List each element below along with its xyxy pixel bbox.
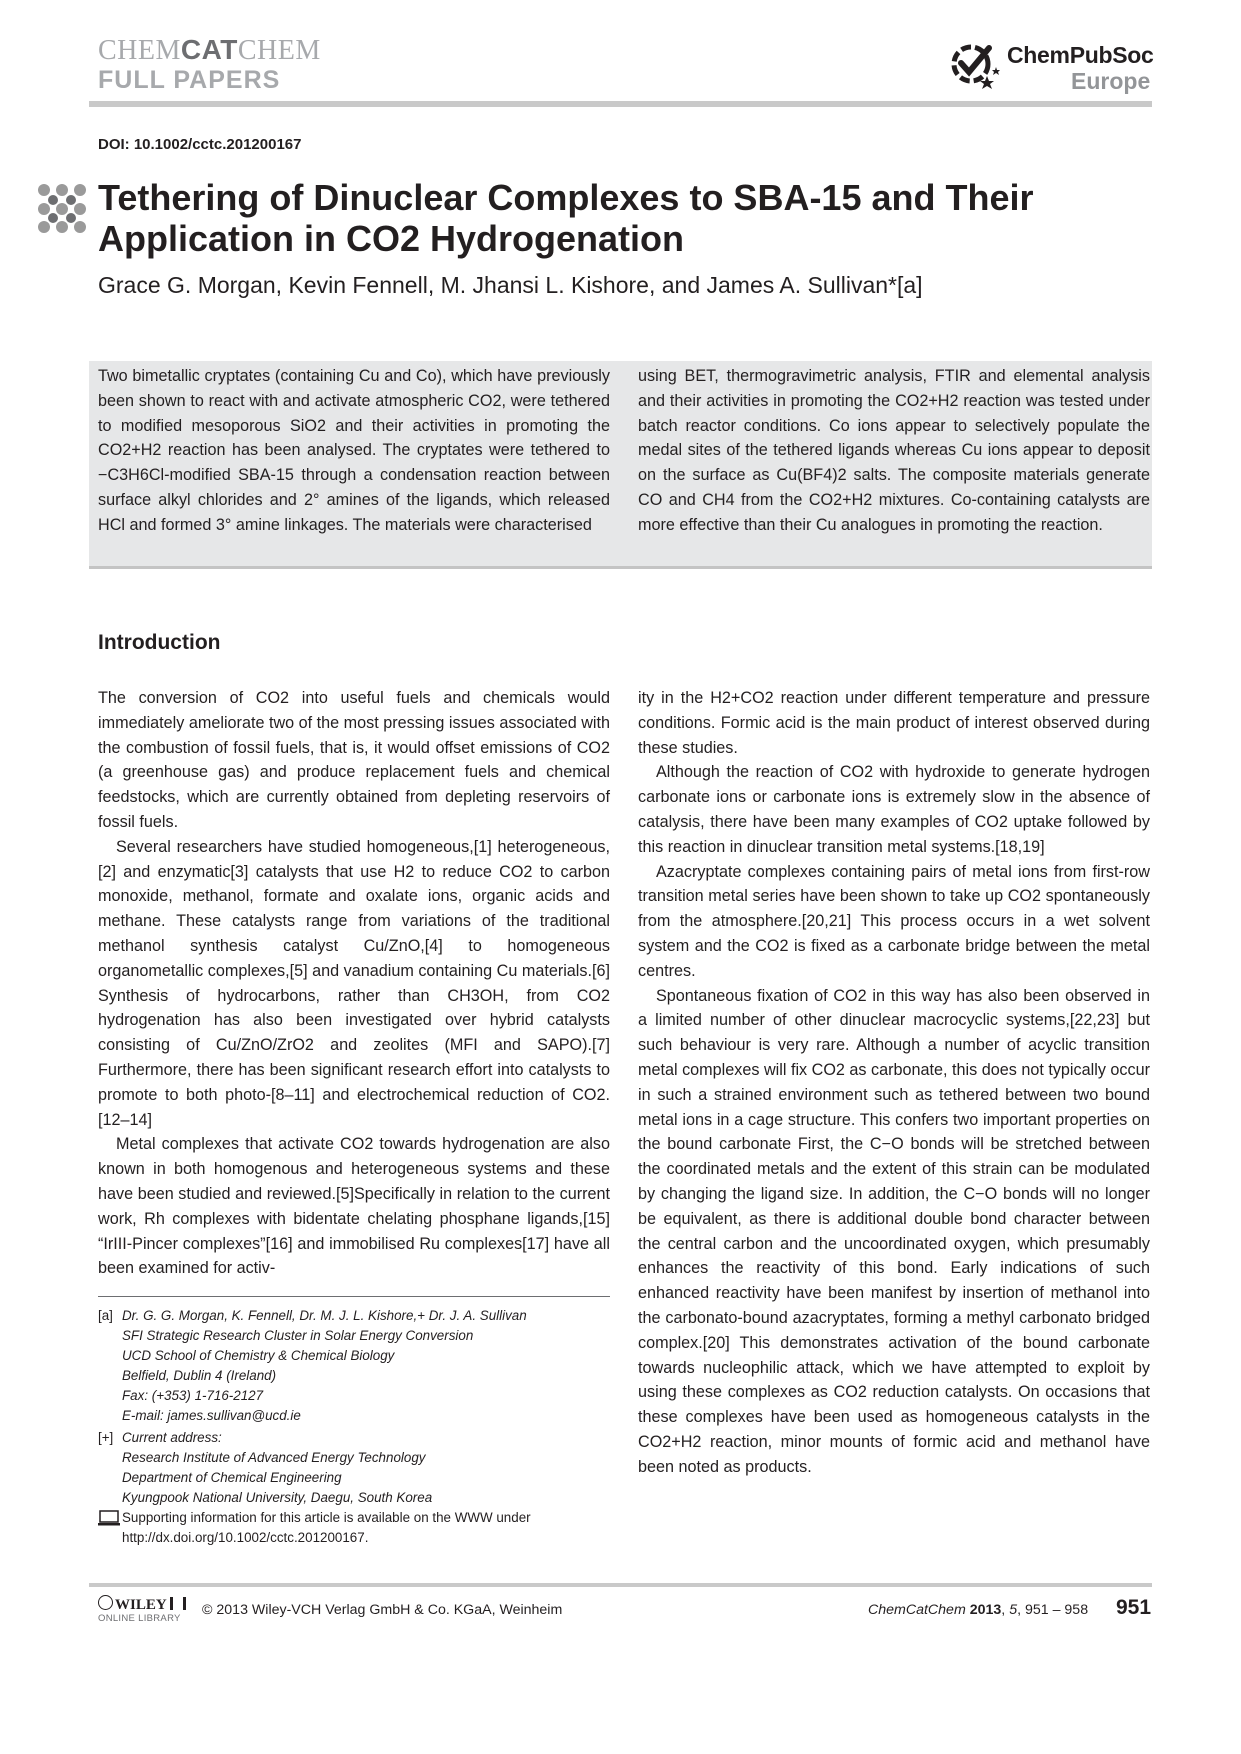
footnote-line: Dr. G. G. Morgan, K. Fennell, Dr. M. J. L. Kishore,+ Dr. J. A. Sullivan	[122, 1308, 527, 1323]
footnote-tag: [+]	[98, 1430, 114, 1445]
header-rule	[89, 101, 1152, 107]
wiley-seal-icon	[98, 1595, 113, 1610]
footnote-line: SFI Strategic Research Cluster in Solar Energy Conversion	[122, 1328, 474, 1343]
footnote-line: Research Institute of Advanced Energy Technology	[122, 1450, 426, 1465]
footnote-line: Kyungpook National University, Daegu, South Korea	[122, 1490, 433, 1505]
footnote-line: Department of Chemical Engineering	[122, 1470, 342, 1485]
section-heading: Introduction	[98, 631, 221, 654]
publisher-name: ChemPubSoc	[1007, 42, 1154, 68]
computer-icon	[98, 1510, 120, 1526]
pattern-icon	[36, 182, 88, 234]
paragraph: Several researchers have studied homogeneous,[1] heterogeneous,[2] and enzymatic[3] catalysts that use H2 to reduce CO2 to carbon monoxide, methanol, formate and oxalate ions, organic acids and methane. These catalysts range from variations of the traditional methanol synthesis catalyst Cu/ZnO,[4] to homogeneous organometallic complexes,[5] and vanadium containing Cu materials.[6] Synthesis of hydrocarbons, rather than CH3OH, from CO2 hydrogenation has also been investigated over hybrid catalysts consisting of Cu/ZnO/ZrO2 and zeolites (MFI and SAPO).[7] Furthermore, there has been significant research effort into catalysts to promote to both photo-[8–11] and electrochemical reduction of CO2.[12–14]	[98, 837, 610, 1129]
abstract-right: using BET, thermogravimetric analysis, FTIR and elemental analysis and their activities in promoting the CO2+H2 reaction was tested under batch reactor conditions. Co ions appear to selectively populate the medal sites of the tethered ligands whereas Cu ions appear to deposit on the surface as Cu(BF4)2 salts. The composite materials generate CO and CH4 from the CO2+H2 mixtures. Co-containing catalysts are more effective than their Cu analogues in promoting the reaction.	[638, 367, 1150, 534]
journal-name: CHEMCATCHEM	[98, 34, 321, 66]
footnote-line: Belfield, Dublin 4 (Ireland)	[122, 1368, 277, 1383]
paragraph: Azacryptate complexes containing pairs of metal ions from first-row transition metal series have been shown to take up CO2 spontaneously from the atmosphere.[20,21] This process occurs in a wet solvent system and the CO2 is fixed as a carbonate bridge between the metal centres.	[638, 862, 1150, 980]
footnote-line: Current address:	[122, 1430, 222, 1445]
article-title: Tethering of Dinuclear Complexes to SBA-15 and Their Application in CO2 Hydrogenation	[98, 177, 1034, 259]
left-column	[98, 686, 610, 1281]
paragraph: Spontaneous fixation of CO2 in this way has also been observed in a limited number of other dinuclear macrocyclic systems,[22,23] but such behaviour is very rare. Although a number of acyclic transition metal complexes will fix CO2 as carbonate, this does not typically occur in such a strained environment such as tethered between two bound metal ions in a cage structure. This confers two important properties on the bound carbonate First, the C−O bonds will be stretched between the coordinated metals and the extent of this strain can be modulated by changing the ligand size. In addition, the C−O bonds will no longer be equivalent, as there is additional double bond character between the central carbon and the uncoordinated oxygen, which presumably enhances the reactivity of this bond. Early indications of such enhanced reactivity have been manifest by insertion of methanol into the carbonato-bound azacryptates, forming a methyl carbonato bridged complex.[20] This demonstrates activation of the bound carbonate towards nucleophilic attack, which we have attempted to exploit by using these complexes as CO2 reduction catalysts. On occasions that these complexes have been used as homogeneous catalysts in the CO2+H2 reaction, minor mounts of formic acid and methanol have been noted as products.	[638, 986, 1150, 1476]
footer-rule	[89, 1583, 1152, 1587]
paragraph: Although the reaction of CO2 with hydroxide to generate hydrogen carbonate ions or carbonate ions is extremely slow in the absence of catalysis, there have been many examples of CO2 uptake followed by this reaction in dinuclear transition metal systems.[18,19]	[638, 763, 1150, 856]
footnote-tag: [a]	[98, 1308, 113, 1323]
publisher-region: Europe	[1071, 68, 1151, 94]
citation: ChemCatChem 2013, 5, 951 – 958	[868, 1602, 1089, 1618]
paragraph: ity in the H2+CO2 reaction under different temperature and pressure conditions. Formic acid is the main product of interest observed during these studies.	[638, 689, 1150, 757]
right-column	[638, 686, 1150, 1480]
paragraph: Metal complexes that activate CO2 towards hydrogenation are also known in both homogenous and heterogeneous systems and these have been studied and reviewed.[5]Specifically in relation to the current work, Rh complexes with bidentate chelating phosphane ligands,[15] “IrIII-Pincer complexes”[16] and immobilised Ru complexes[17] have all been examined for activ-	[98, 1135, 610, 1278]
seal-icon	[947, 38, 1003, 94]
footnote-line: Fax: (+353) 1-716-2127	[122, 1388, 264, 1403]
authors: Grace G. Morgan, Kevin Fennell, M. Jhansi L. Kishore, and James A. Sullivan*[a]	[98, 272, 923, 298]
books-icon	[170, 1597, 186, 1610]
footnote-current-address	[98, 1428, 618, 1510]
page-number: 951	[1116, 1596, 1152, 1619]
footnote-affiliation	[98, 1306, 618, 1430]
publisher-logo	[947, 38, 1157, 94]
paragraph: The conversion of CO2 into useful fuels and chemicals would immediately ameliorate two of the most pressing issues associated with the combustion of fossil fuels, that is, it would offset emissions of CO2 (a greenhouse gas) and produce replacement fuels and chemical feedstocks, which are currently obtained from depleting reservoirs of fossil fuels.	[98, 689, 610, 831]
abstract-left: Two bimetallic cryptates (containing Cu and Co), which have previously been shown to react with and activate atmospheric CO2, were tethered to modified mesoporous SiO2 and their activities in promoting the CO2+H2 reaction has been analysed. The cryptates were tethered to −C3H6Cl-modified SBA-15 through a condensation reaction between surface alkyl chlorides and 2° amines of the ligands, which released HCl and formed 3° amine linkages. The materials were characterised	[98, 367, 610, 534]
wiley-sub: ONLINE LIBRARY	[98, 1613, 181, 1624]
copyright: © 2013 Wiley-VCH Verlag GmbH & Co. KGaA, Weinheim	[202, 1602, 563, 1618]
footnote-line: UCD School of Chemistry & Chemical Biology	[122, 1348, 395, 1363]
supporting-info-text[interactable]: Supporting information for this article is available on the WWW under http://dx.doi.org/10.1002/cctc.201200167.	[122, 1510, 531, 1545]
email-link[interactable]: E-mail: james.sullivan@ucd.ie	[122, 1408, 301, 1423]
section-label: FULL PAPERS	[98, 66, 281, 94]
wiley-name: WILEY	[115, 1597, 167, 1613]
wiley-logo	[98, 1595, 188, 1627]
doi: DOI: 10.1002/cctc.201200167	[98, 136, 302, 153]
footnote-rule	[98, 1296, 610, 1297]
